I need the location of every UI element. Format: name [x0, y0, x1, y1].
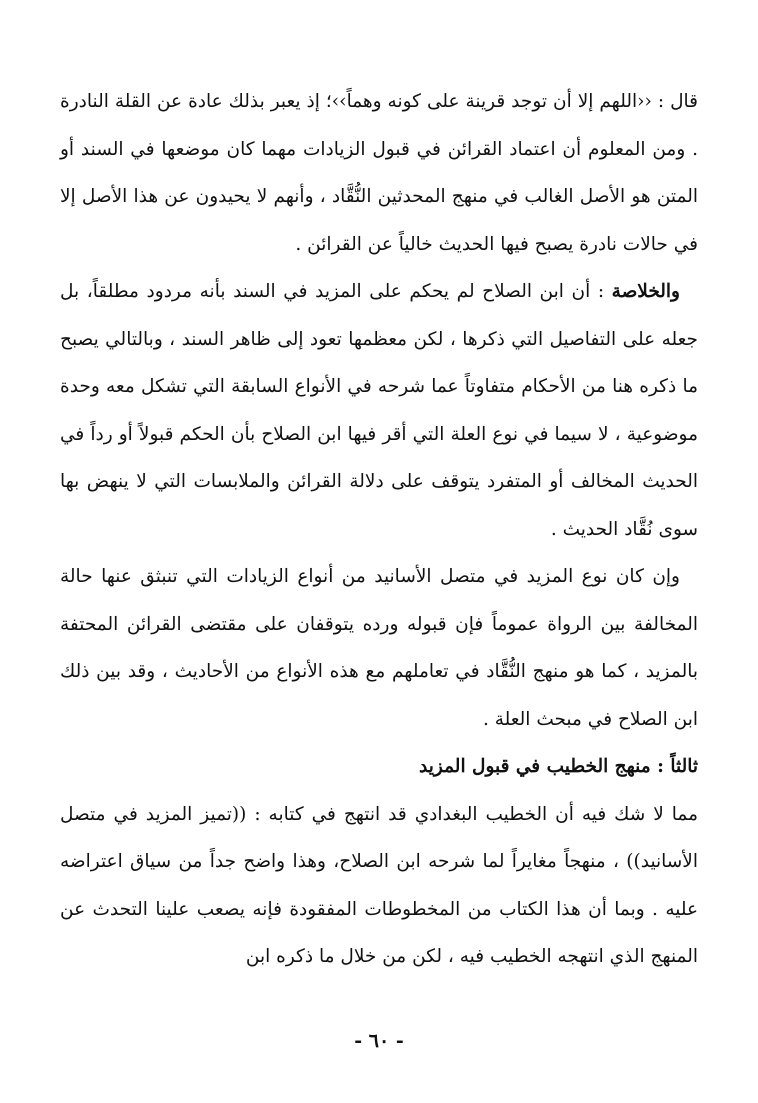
page-number: - ٦٠ -: [354, 1030, 404, 1052]
body-text: [60, 78, 698, 981]
paragraph-3-text: وإن كان نوع المزيد في متصل الأسانيد من أنواع الزيادات التي تنبثق عنها حالة المخالفة بين الرواة عموماً فإن قبوله ورده يتوقفان على مقتضى القرائن المحتفة بالمزيد ، كما هو منهج النُّقَّاد في تعاملهم مع هذه الأنواع من الأحاديث ، وقد بين ذلك ابن الصلاح في مبحث العلة .: [60, 566, 698, 730]
paragraph-4: مما لا شك فيه أن الخطيب البغدادي قد انتهج في كتابه : ((تميز المزيد في متصل الأسانيد)) ، منهجاً مغايراً لما شرحه ابن الصلاح، وهذا واضح جداً من سياق اعتراضه عليه . وبما أن هذا الكتاب من المخطوطات المفقودة فإنه يصعب علينا التحدث عن المنهج الذي انتهجه الخطيب فيه ، لكن من خلال ما ذكره ابن: [60, 803, 698, 967]
paragraph-2-text: : أن ابن الصلاح لم يحكم على المزيد في السند بأنه مردود مطلقاً، بل جعله على التفاصيل التي ذكرها ، لكن معظمها تعود إلى ظاهر السند ، وبالتالي يصبح ما ذكره هنا من الأحكام متفاوتاً عما شرحه في الأنواع السابقة التي تشكل معه وحدة موضوعية ، لا سيما في نوع العلة التي أقر فيها ابن الصلاح بأن الحكم قبولاً أو رداً في الحديث المخالف أو المتفرد يتوقف على دلالة القرائن والملابسات التي لا ينهض بها سوى نُقَّاد الحديث .: [60, 281, 698, 540]
paragraph-1: [60, 78, 698, 268]
paragraph-2-lead: والخلاصة: [611, 281, 680, 302]
section-heading: ثالثاً : منهج الخطيب في قبول المزيد: [419, 756, 698, 777]
paragraph-3: [60, 553, 698, 743]
paragraph-1-text: قال : ‹‹اللهم إلا أن توجد قرينة على كونه وهماً››؛ إذ يعبر بذلك عادة عن القلة النادرة . ومن المعلوم أن اعتماد القرائن في قبول الزيادات مهما كان موضعها في السند أو المتن هو الأصل الغالب في منهج المحدثين النُّقَّاد ، وأنهم لا يحيدون عن هذا الأصل إلا في حالات نادرة يصبح فيها الحديث خالياً عن القرائن .: [60, 91, 698, 255]
paragraph-2: [60, 268, 698, 553]
